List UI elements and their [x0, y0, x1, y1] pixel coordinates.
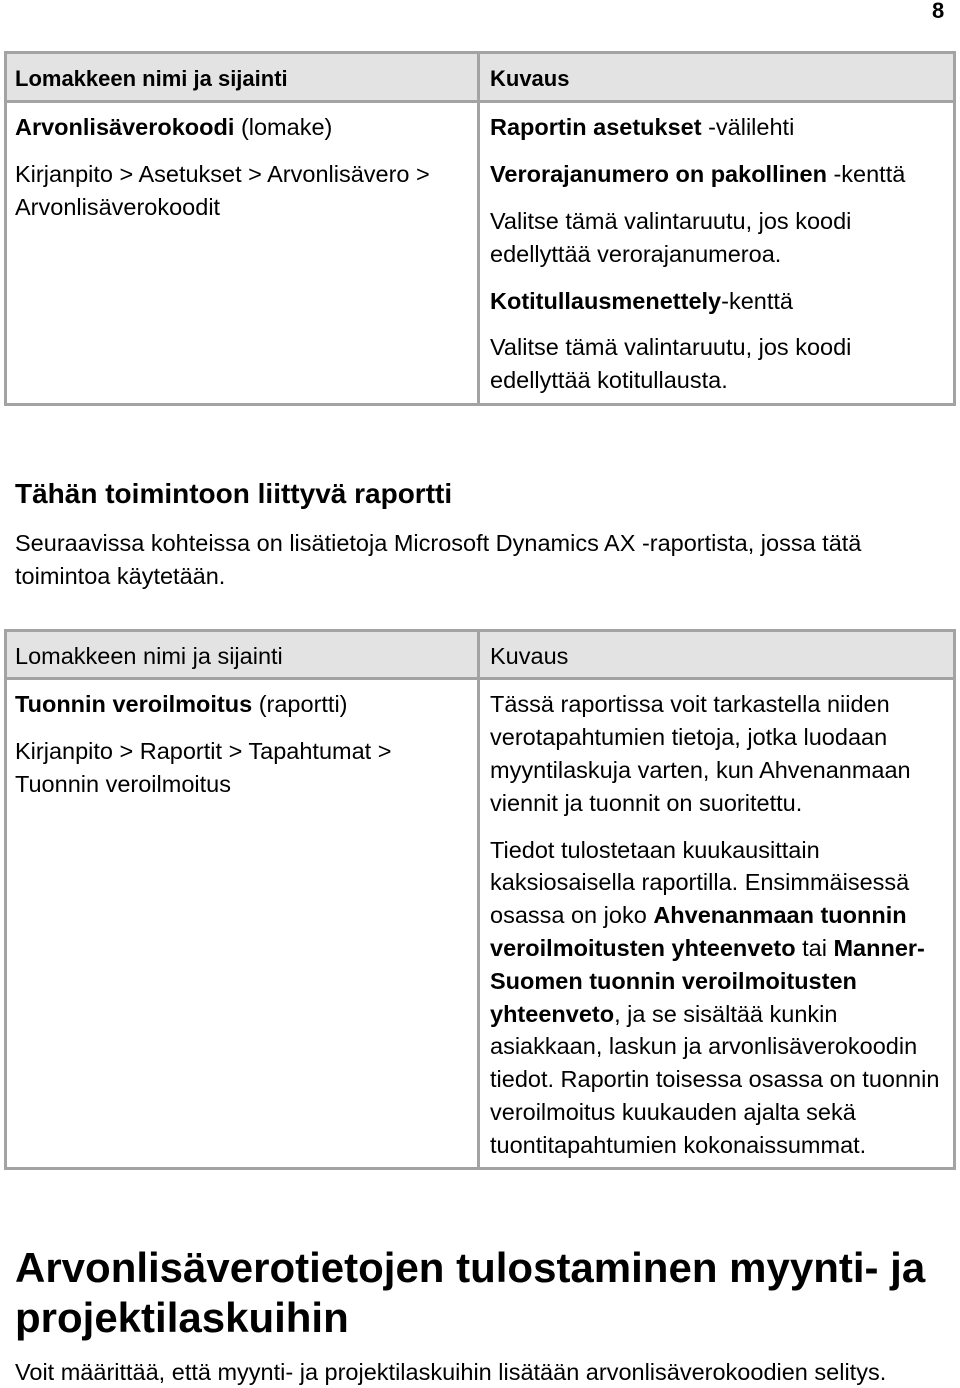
- report-details-text: veroilmoitus kuukauden ajalta sekä: [490, 1098, 856, 1125]
- related-report-intro-line: Seuraavissa kohteissa on lisätietoja Microsoft Dynamics AX -raportista, jossa tätä: [15, 530, 862, 557]
- report-menu-path-line: Kirjanpito > Raportit > Tapahtumat >: [15, 738, 392, 765]
- section-body: Voit määrittää, että myynti- ja projektilaskuihin lisätään arvonlisäverokoodien selitys.: [15, 1359, 887, 1385]
- report-table-header-description: Kuvaus: [490, 643, 569, 670]
- field-help-reverse-charge: [490, 331, 945, 397]
- report-table-location-cell: [15, 688, 470, 800]
- field-title-tax-boundary: [490, 158, 945, 191]
- report-menu-path: [15, 735, 470, 801]
- report-summary-line: viennit ja tuonnit on suoritettu.: [490, 789, 803, 816]
- field-name-reverse-charge: Kotitullausmenettely: [490, 287, 722, 314]
- field-help-line: Valitse tämä valintaruutu, jos koodi: [490, 334, 852, 361]
- tab-suffix: -välilehti: [708, 114, 795, 141]
- tab-name: Raportin asetukset: [490, 114, 702, 141]
- form-table-header-row: [7, 54, 953, 103]
- form-table-header-description: Kuvaus: [490, 66, 570, 92]
- report-details-text: osassa on joko: [490, 902, 647, 929]
- form-table-header-location: Lomakkeen nimi ja sijainti: [15, 66, 288, 92]
- field-help-tax-boundary: [490, 205, 945, 271]
- report-kind: (raportti): [258, 691, 348, 718]
- section-heading-line: projektilaskuihin: [15, 1294, 349, 1341]
- related-report-intro-line: toimintoa käytetään.: [15, 563, 226, 590]
- report-details-line: [490, 932, 945, 965]
- report-part-name: yhteenveto: [490, 1000, 615, 1027]
- report-summary: [490, 688, 945, 819]
- field-help-line: Valitse tämä valintaruutu, jos koodi: [490, 207, 852, 234]
- form-table-column-divider: [477, 54, 480, 403]
- report-details-line: [490, 1096, 945, 1129]
- form-menu-path-line: Kirjanpito > Asetukset > Arvonlisävero >: [15, 161, 430, 188]
- report-details-text: tai: [802, 934, 827, 961]
- report-table-header-location: Lomakkeen nimi ja sijainti: [15, 643, 283, 670]
- form-table-description-cell: [490, 111, 945, 397]
- form-kind: (lomake): [240, 114, 333, 141]
- field-name-tax-boundary: Verorajanumero on pakollinen: [490, 161, 827, 188]
- report-table-description-cell: [490, 688, 945, 1161]
- report-details-line: [490, 998, 945, 1031]
- related-report-intro: [15, 527, 861, 593]
- report-summary-line: myyntilaskuja varten, kun Ahvenanmaan: [490, 756, 911, 783]
- report-details-line: [490, 866, 945, 899]
- report-details-line: [490, 965, 945, 998]
- field-suffix: -kenttä: [833, 161, 906, 188]
- report-details-text: tuontitapahtumien kokonaissummat.: [490, 1131, 867, 1158]
- form-menu-path-line: Arvonlisäverokoodit: [15, 193, 221, 220]
- report-summary-line: verotapahtumien tietoja, jotka luodaan: [490, 724, 888, 751]
- field-help-line: edellyttää verorajanumeroa.: [490, 240, 782, 267]
- report-details: [490, 834, 945, 1162]
- report-part-name: Suomen tuonnin veroilmoitusten: [490, 967, 857, 994]
- report-details-text: , ja se sisältää kunkin: [614, 1000, 838, 1027]
- report-table: [4, 629, 956, 1170]
- related-report-heading: Tähän toimintoon liittyvä raportti: [15, 478, 453, 509]
- report-part-name: veroilmoitusten yhteenveto: [490, 934, 796, 961]
- report-details-line: [490, 1063, 945, 1096]
- page-number: 8: [932, 0, 945, 23]
- form-menu-path: [15, 158, 470, 224]
- report-part-name: Manner-: [833, 934, 925, 961]
- field-suffix: -kenttä: [721, 287, 793, 314]
- report-table-column-divider: [477, 632, 480, 1167]
- report-details-line: [490, 899, 945, 932]
- form-name: Arvonlisäverokoodi: [15, 114, 235, 141]
- section-heading-line: Arvonlisäverotietojen tulostaminen myynti- ja: [15, 1244, 926, 1291]
- report-menu-path-line: Tuonnin veroilmoitus: [15, 770, 231, 797]
- report-part-name: Ahvenanmaan tuonnin: [653, 902, 907, 929]
- report-title: [15, 688, 470, 721]
- section-heading: [15, 1243, 925, 1343]
- report-details-line: [490, 1030, 945, 1063]
- report-details-text: asiakkaan, laskun ja arvonlisäverokoodin: [490, 1033, 918, 1060]
- field-help-line: edellyttää kotitullausta.: [490, 367, 728, 394]
- report-details-text: Tiedot tulostetaan kuukausittain: [490, 836, 820, 863]
- report-name: Tuonnin veroilmoitus: [15, 691, 253, 718]
- tab-title: [490, 111, 945, 144]
- field-title-reverse-charge: [490, 285, 945, 318]
- form-title: [15, 111, 470, 144]
- form-table: [4, 51, 956, 406]
- report-details-text: tiedot. Raportin toisessa osassa on tuonnin: [490, 1066, 940, 1093]
- form-table-location-cell: [15, 111, 470, 223]
- report-details-line: [490, 1129, 945, 1162]
- report-details-text: kaksiosaisella raportilla. Ensimmäisessä: [490, 869, 910, 896]
- report-summary-line: Tässä raportissa voit tarkastella niiden: [490, 691, 890, 718]
- report-table-header-row: [7, 632, 953, 680]
- report-details-line: [490, 834, 945, 867]
